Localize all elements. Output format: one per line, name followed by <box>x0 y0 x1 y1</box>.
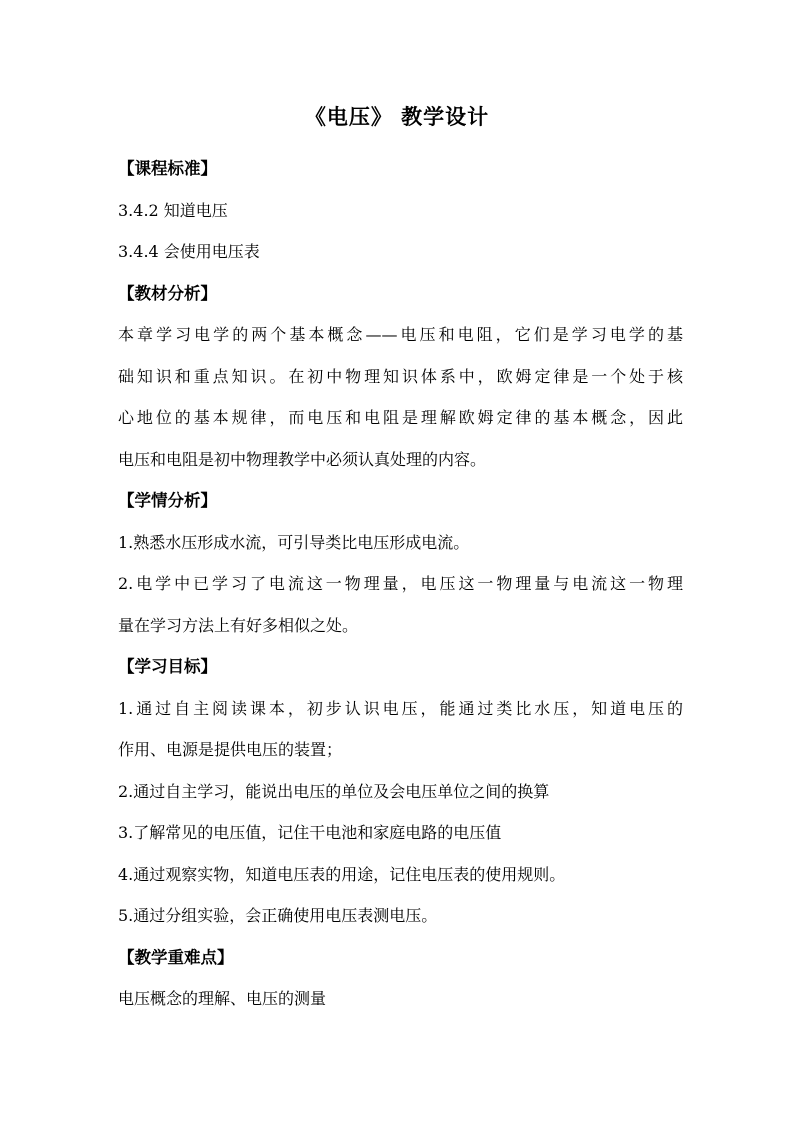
goal-item: 1.通过自主阅读课本，初步认识电压，能通过类比水压，知道电压的 <box>118 698 683 718</box>
document-title: 《电压》 教学设计 <box>304 104 490 129</box>
students-item: 量在学习方法上有好多相似之处。 <box>118 615 359 635</box>
goal-item: 2.通过自主学习，能说出电压的单位及会电压单位之间的换算 <box>118 781 550 801</box>
section-heading-students: 【学情分析】 <box>118 491 217 510</box>
section-heading-keypoints: 【教学重难点】 <box>118 947 234 967</box>
students-item: 2.电学中已学习了电流这一物理量，电压这一物理量与电流这一物理 <box>118 574 683 593</box>
standard-item: 3.4.2 知道电压 <box>118 200 228 220</box>
textbook-paragraph-line: 本章学习电学的两个基本概念——电压和电阻，它们是学习电学的基 <box>118 325 683 344</box>
students-item: 1.熟悉水压形成水流，可引导类比电压形成电流。 <box>118 532 470 552</box>
goal-item: 3.了解常见的电压值，记住干电池和家庭电路的电压值 <box>118 823 502 842</box>
goal-item: 4.通过观察实物，知道电压表的用途，记住电压表的使用规则。 <box>118 864 566 884</box>
standard-item: 3.4.4 会使用电压表 <box>118 242 260 261</box>
goal-item: 5.通过分组实验，会正确使用电压表测电压。 <box>118 906 438 925</box>
textbook-paragraph-line: 电压和电阻是初中物理教学中必须认真处理的内容。 <box>118 449 487 469</box>
section-heading-standard: 【课程标准】 <box>118 159 217 178</box>
textbook-paragraph-line: 心地位的基本规律，而电压和电阻是理解欧姆定律的基本概念，因此 <box>118 408 683 427</box>
section-heading-goals: 【学习目标】 <box>118 657 217 676</box>
document-body <box>118 148 683 1020</box>
goal-item: 作用、电源是提供电压的装置； <box>118 740 343 759</box>
keypoints-item: 电压概念的理解、电压的测量 <box>118 989 327 1008</box>
section-heading-textbook: 【教材分析】 <box>118 283 217 303</box>
textbook-paragraph-line: 础知识和重点知识。在初中物理知识体系中，欧姆定律是一个处于核 <box>118 366 683 386</box>
